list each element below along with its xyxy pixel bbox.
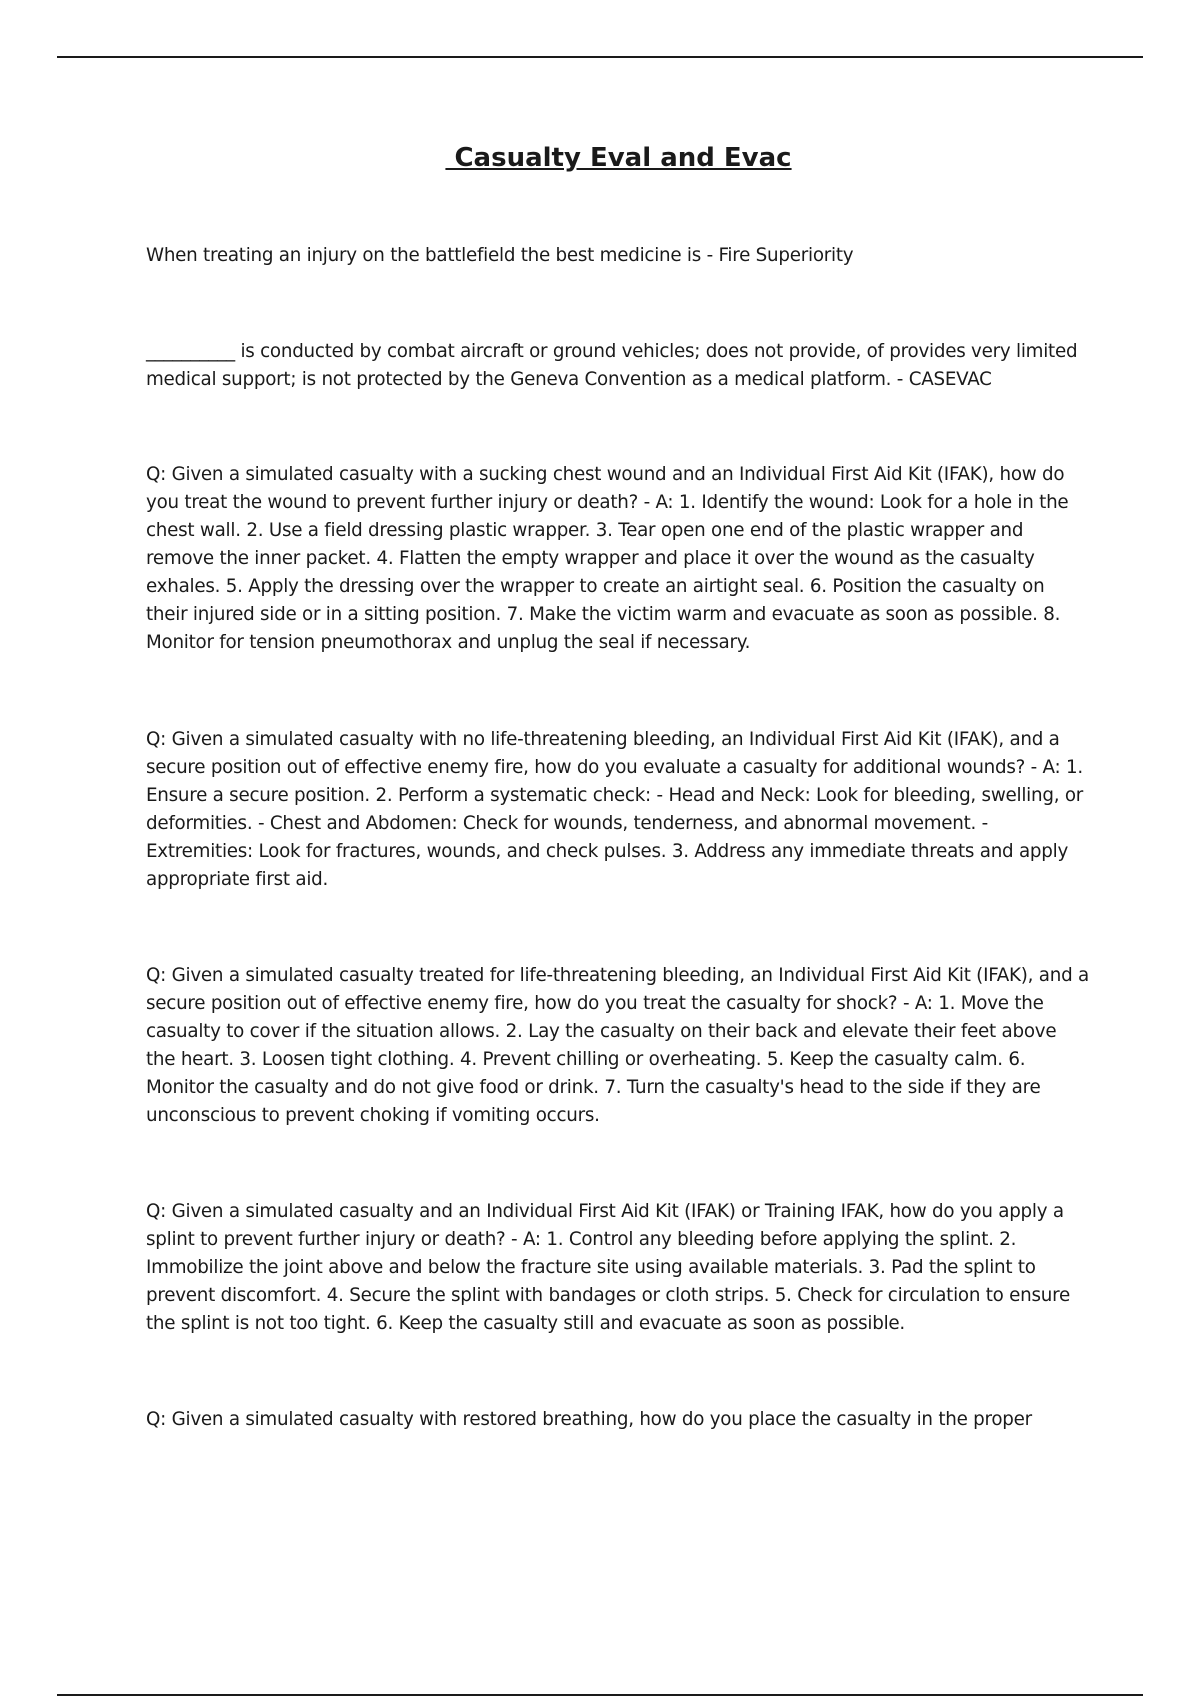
qa-item: Q: Given a simulated casualty treated for life-threatening bleeding, an Individual First Aid Kit (IFAK), and a secure position out of effective enemy fire, how do you treat the casualty for shock? - A: 1. Move the casualty to cover if the situation allows. 2. Lay the casualty on their back and elevate their feet above the heart. 3. Loosen tight clothing. 4. Prevent chilling or overheating. 5. Keep the casualty calm. 6. Monitor the casualty and do not give food or drink. 7. Turn the casualty's head to the side if they are unconscious to prevent choking if vomiting occurs.: [146, 965, 1089, 1126]
qa-item: Q: Given a simulated casualty with no life-threatening bleeding, an Individual First Aid Kit (IFAK), and a secure position out of effective enemy fire, how do you evaluate a casualty for additional wounds? - A: 1. Ensure a secure position. 2. Perform a systematic check: - Head and Neck: Look for bleeding, swelling, or deformities. - Chest and Abdomen: Check for wounds, tenderness, and abnormal movement. - Extremities: Look for fractures, wounds, and check pulses. 3. Address any immediate threats and apply appropriate first aid.: [146, 729, 1084, 890]
page-title: Casualty Eval and Evac: [445, 143, 792, 173]
qa-item: Q: Given a simulated casualty with a sucking chest wound and an Individual First Aid Kit (IFAK), how do you treat the wound to prevent further injury or death? - A: 1. Identify the wound: Look for a hole in the chest wall. 2. Use a field dressing plastic wrapper. 3. Tear open one end of the plastic wrapper and remove the inner packet. 4. Flatten the empty wrapper and place it over the wound as the casualty exhales. 5. Apply the dressing over the wrapper to create an airtight seal. 6. Position the casualty on their injured side or in a sitting position. 7. Make the victim warm and evacuate as soon as possible. 8. Monitor for tension pneumothorax and unplug the seal if necessary.: [146, 464, 1069, 653]
qa-item: __________ is conducted by combat aircraft or ground vehicles; does not provide, of provides very limited medical support; is not protected by the Geneva Convention as a medical platform. - CASEVAC: [146, 341, 1078, 390]
qa-item: Q: Given a simulated casualty with restored breathing, how do you place the casualty in the proper: [146, 1409, 1032, 1430]
qa-item: When treating an injury on the battlefield the best medicine is - Fire Superiority: [146, 245, 854, 266]
header-rule: [57, 56, 1143, 58]
qa-item: Q: Given a simulated casualty and an Individual First Aid Kit (IFAK) or Training IFAK, how do you apply a splint to prevent further injury or death? - A: 1. Control any bleeding before applying the splint. 2. Immobilize the joint above and below the fracture site using available materials. 3. Pad the splint to prevent discomfort. 4. Secure the splint with bandages or cloth strips. 5. Check for circulation to ensure the splint is not too tight. 6. Keep the casualty still and evacuate as soon as possible.: [146, 1201, 1070, 1334]
footer-rule: [57, 1694, 1143, 1696]
